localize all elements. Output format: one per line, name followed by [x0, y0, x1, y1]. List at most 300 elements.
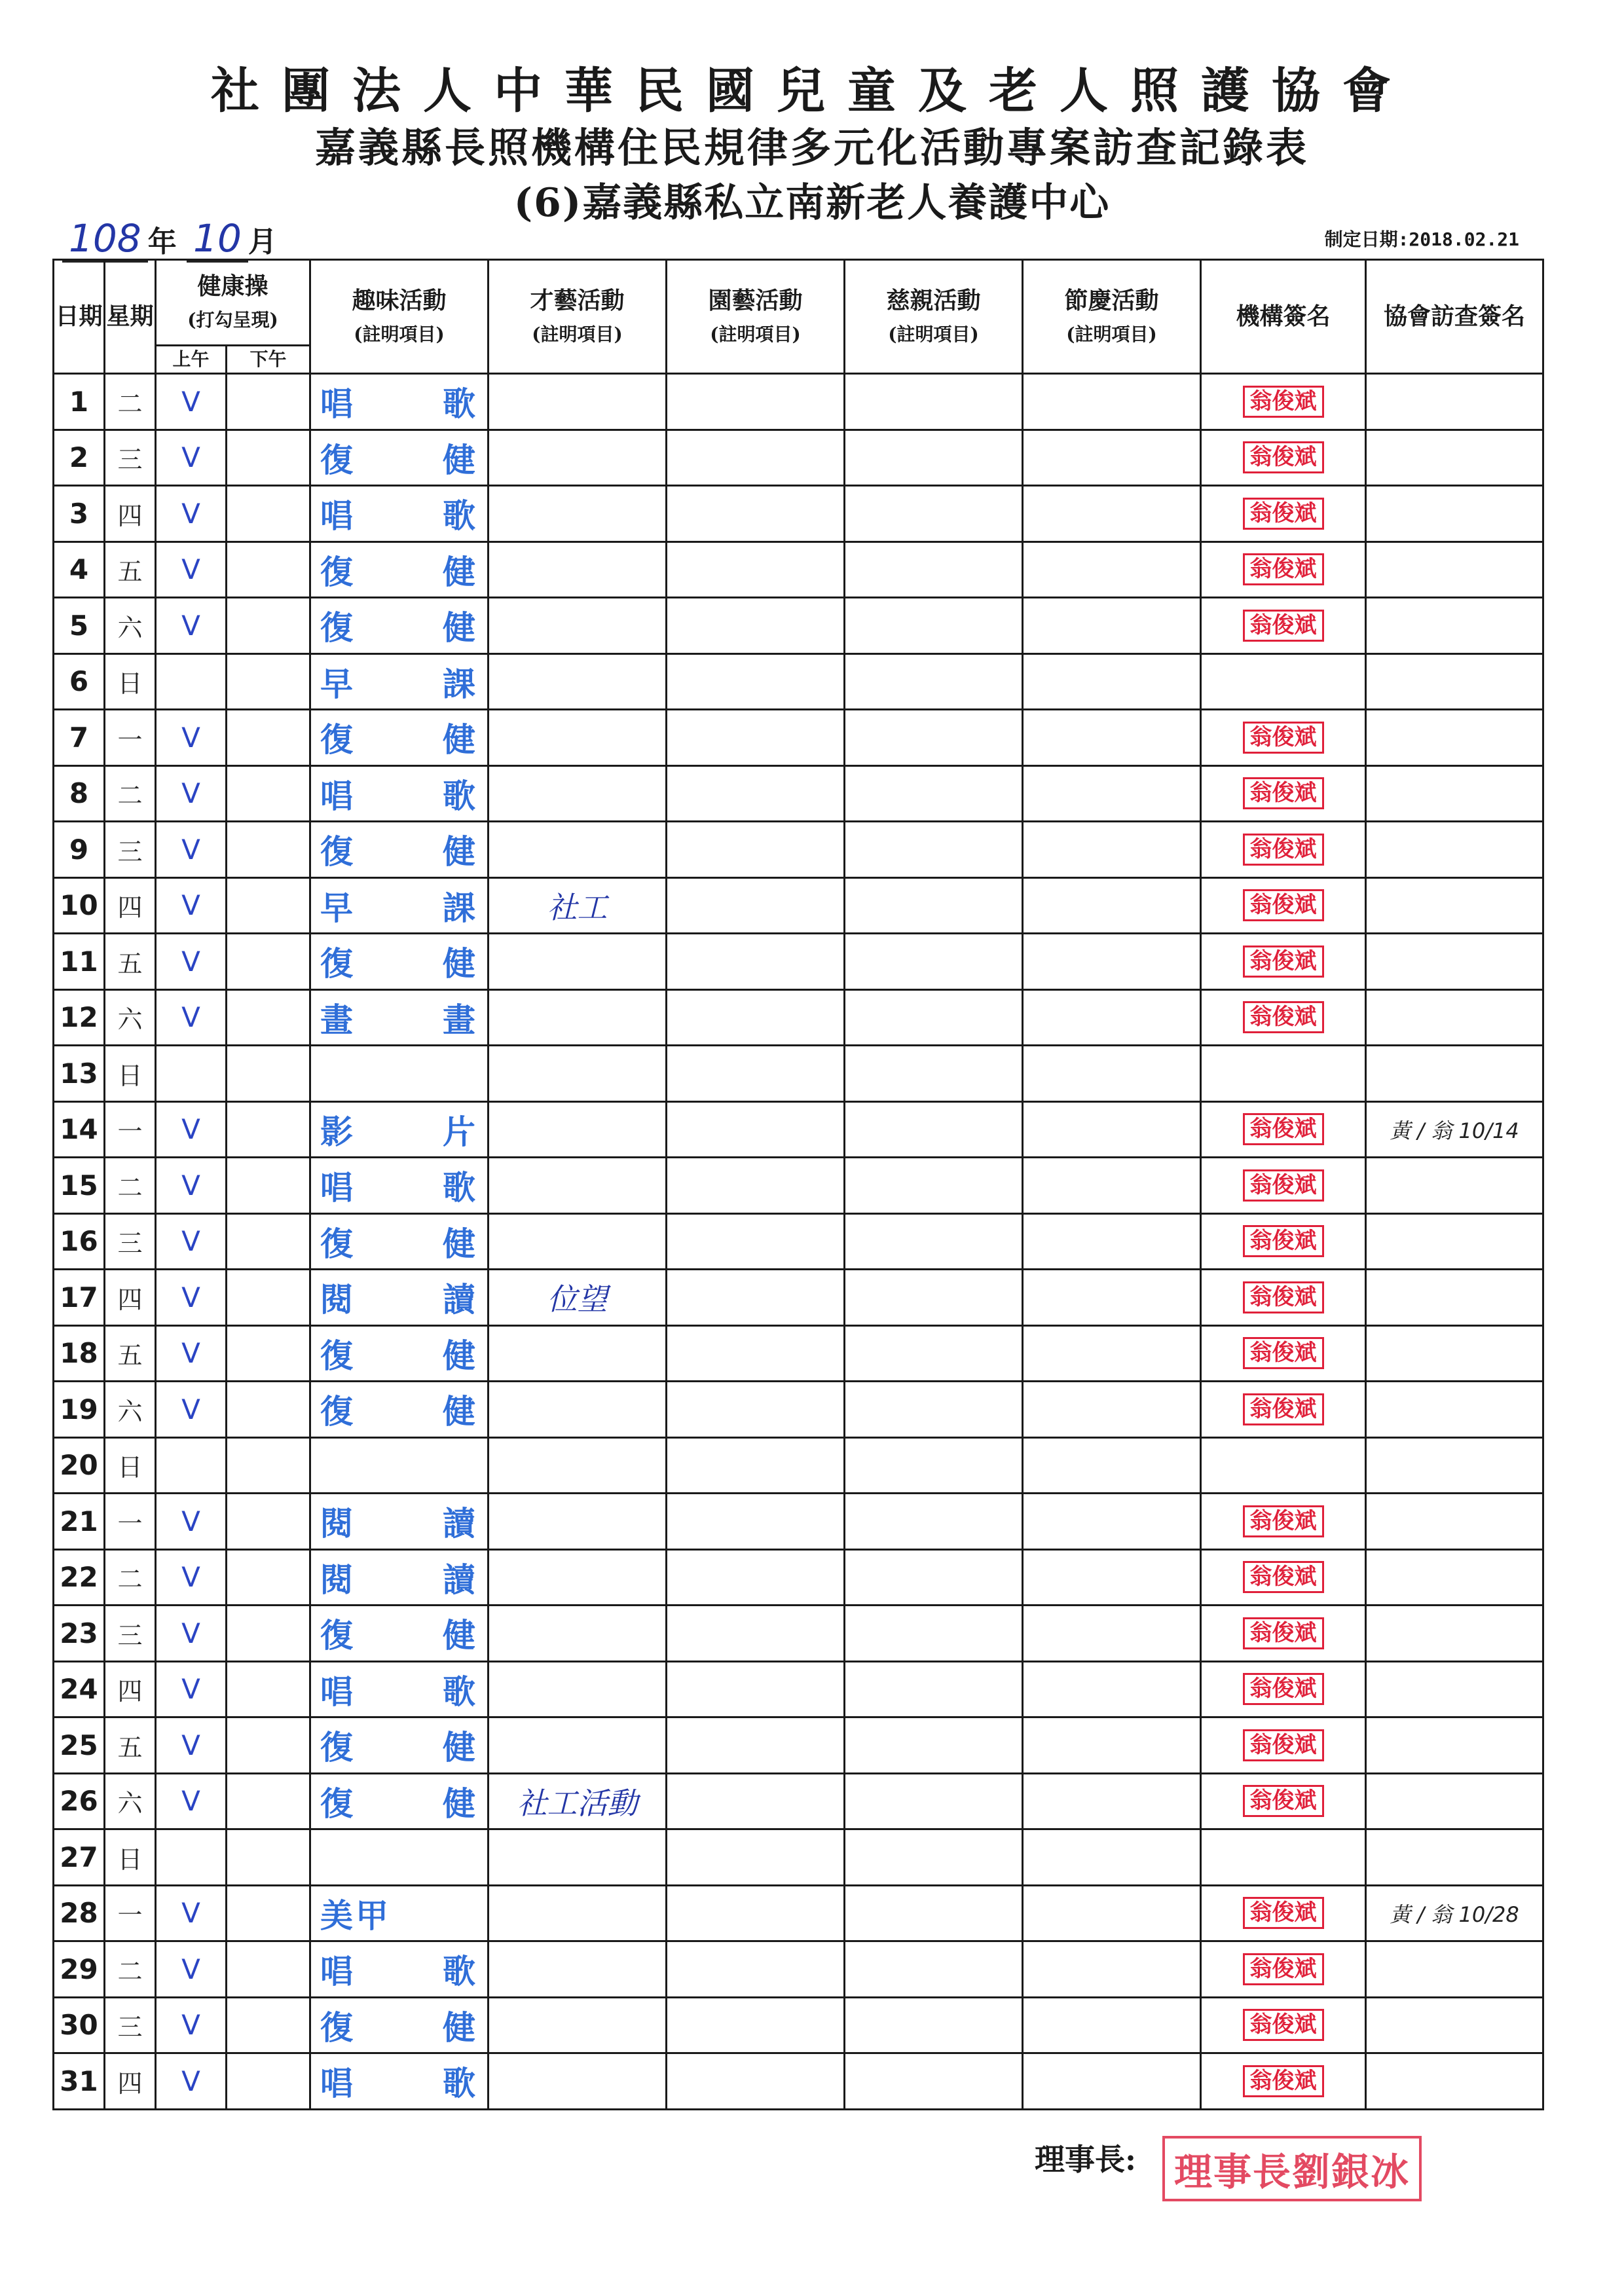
talent-note	[489, 1101, 667, 1158]
hobby-char-1: 復	[320, 1784, 356, 1823]
day-cell: 24	[54, 1661, 105, 1717]
talent-note	[489, 1717, 667, 1774]
hobby-char-2: 讀	[443, 1560, 478, 1599]
talent-note	[489, 1941, 667, 1998]
talent-note	[489, 653, 667, 710]
hobby-char-1: 唱	[320, 1672, 356, 1711]
talent-note	[489, 1661, 667, 1717]
exercise-am-check: V	[156, 598, 227, 654]
org-sign-cell	[1201, 1101, 1366, 1158]
exercise-pm-check	[227, 1997, 310, 2053]
talent-note: 位望	[489, 1270, 667, 1326]
table-row	[54, 1046, 1543, 1102]
table-row	[54, 1549, 1543, 1606]
weekday-cell: 六	[105, 1773, 156, 1829]
hobby-activity	[310, 1549, 489, 1606]
hobby-activity	[310, 2053, 489, 2110]
assoc-sign-cell	[1366, 877, 1543, 934]
festival-cell	[1023, 598, 1201, 654]
talent-note	[489, 1213, 667, 1270]
talent-note	[489, 1325, 667, 1382]
tour-cell	[845, 765, 1023, 822]
table-row	[54, 1997, 1543, 2053]
hobby-activity	[310, 1437, 489, 1494]
assoc-sign-cell	[1366, 1270, 1543, 1326]
hobby-char-2: 健	[443, 1784, 478, 1823]
hobby-char-2: 健	[443, 944, 478, 983]
tour-cell	[845, 1773, 1023, 1829]
hobby-activity	[310, 1661, 489, 1717]
table-row	[54, 765, 1543, 822]
garden-cell	[667, 1941, 845, 1998]
org-sign-cell	[1201, 374, 1366, 430]
tour-cell	[845, 1494, 1023, 1550]
exercise-pm-check	[227, 1773, 310, 1829]
activity-record-table	[52, 259, 1544, 2110]
weekday-cell: 日	[105, 1829, 156, 1886]
weekday-cell: 二	[105, 1549, 156, 1606]
day-cell: 28	[54, 1885, 105, 1941]
hobby-char-1: 復	[320, 1392, 356, 1431]
col-tour: 慈親活動 (註明項目)	[845, 260, 1023, 374]
org-sign-cell	[1201, 710, 1366, 766]
day-cell: 25	[54, 1717, 105, 1774]
day-cell: 19	[54, 1382, 105, 1438]
exercise-am-check: V	[156, 710, 227, 766]
tour-cell	[845, 1213, 1023, 1270]
exercise-pm-check	[227, 822, 310, 878]
table-row	[54, 1717, 1543, 1774]
weekday-cell: 日	[105, 653, 156, 710]
hobby-activity	[310, 653, 489, 710]
hobby-char-1: 美甲	[320, 1896, 391, 1935]
hobby-activity	[310, 1101, 489, 1158]
org-sign-cell	[1201, 1382, 1366, 1438]
garden-cell	[667, 1717, 845, 1774]
hobby-activity	[310, 1773, 489, 1829]
tour-cell	[845, 1046, 1023, 1102]
exercise-am-check: V	[156, 1213, 227, 1270]
org-stamp: 翁俊斌	[1243, 946, 1324, 978]
garden-cell	[667, 653, 845, 710]
tour-cell	[845, 1382, 1023, 1438]
exercise-pm-check	[227, 710, 310, 766]
day-cell: 13	[54, 1046, 105, 1102]
table-row	[54, 822, 1543, 878]
tour-cell	[845, 1437, 1023, 1494]
hobby-char-1: 唱	[320, 384, 356, 424]
weekday-cell: 三	[105, 430, 156, 486]
day-cell: 17	[54, 1270, 105, 1326]
garden-cell	[667, 1382, 845, 1438]
assoc-sign-cell	[1366, 1437, 1543, 1494]
talent-note	[489, 1606, 667, 1662]
hobby-char-2: 健	[443, 2008, 478, 2047]
festival-cell	[1023, 1773, 1201, 1829]
garden-cell	[667, 2053, 845, 2110]
table-row	[54, 710, 1543, 766]
hobby-char-2: 歌	[443, 1672, 478, 1711]
exercise-am-check: V	[156, 542, 227, 598]
day-cell: 15	[54, 1158, 105, 1214]
table-row	[54, 1437, 1543, 1494]
col-weekday: 星期	[105, 260, 156, 374]
exercise-pm-check	[227, 1437, 310, 1494]
exercise-am-check	[156, 1046, 227, 1102]
exercise-am-check: V	[156, 1885, 227, 1941]
tour-cell	[845, 374, 1023, 430]
org-stamp: 翁俊斌	[1243, 834, 1324, 866]
festival-cell	[1023, 374, 1201, 430]
org-sign-cell	[1201, 1270, 1366, 1326]
assoc-sign-cell: 黃 / 翁 10/28	[1366, 1885, 1543, 1941]
weekday-cell: 四	[105, 1270, 156, 1326]
hobby-char-1: 早	[320, 664, 356, 703]
exercise-am-check: V	[156, 1549, 227, 1606]
hobby-char-1: 唱	[320, 1168, 356, 1207]
day-cell: 12	[54, 989, 105, 1046]
exercise-pm-check	[227, 989, 310, 1046]
weekday-cell: 二	[105, 1941, 156, 1998]
hobby-activity	[310, 1829, 489, 1886]
hobby-char-1: 閱	[320, 1504, 356, 1543]
tour-cell	[845, 1606, 1023, 1662]
org-stamp: 翁俊斌	[1243, 2065, 1324, 2097]
hobby-activity	[310, 1941, 489, 1998]
org-sign-cell	[1201, 989, 1366, 1046]
org-sign-cell	[1201, 1941, 1366, 1998]
exercise-am-check: V	[156, 2053, 227, 2110]
assoc-sign-cell	[1366, 374, 1543, 430]
table-row	[54, 934, 1543, 990]
hobby-char-2: 健	[443, 832, 478, 872]
table-row	[54, 542, 1543, 598]
hobby-char-2: 健	[443, 1616, 478, 1655]
festival-cell	[1023, 1829, 1201, 1886]
hobby-activity	[310, 877, 489, 934]
org-sign-cell	[1201, 1829, 1366, 1886]
hobby-char-1: 復	[320, 1224, 356, 1263]
hobby-char-1: 唱	[320, 1952, 356, 1991]
garden-cell	[667, 542, 845, 598]
tour-cell	[845, 598, 1023, 654]
col-org-sign: 機構簽名	[1201, 260, 1366, 374]
hobby-char-1: 復	[320, 944, 356, 983]
assoc-sign-cell	[1366, 765, 1543, 822]
hobby-char-2: 歌	[443, 2064, 478, 2103]
talent-note	[489, 1437, 667, 1494]
garden-cell	[667, 1437, 845, 1494]
hobby-char-1: 復	[320, 440, 356, 479]
org-stamp: 翁俊斌	[1243, 610, 1324, 642]
tour-cell	[845, 1829, 1023, 1886]
day-cell: 31	[54, 2053, 105, 2110]
org-sign-cell	[1201, 2053, 1366, 2110]
col-assoc-sign: 協會訪查簽名	[1366, 260, 1543, 374]
tour-cell	[845, 542, 1023, 598]
org-sign-cell	[1201, 1437, 1366, 1494]
festival-cell	[1023, 1606, 1201, 1662]
talent-note	[489, 598, 667, 654]
table-row	[54, 1213, 1543, 1270]
exercise-am-check: V	[156, 989, 227, 1046]
assoc-sign-cell	[1366, 1773, 1543, 1829]
org-stamp: 翁俊斌	[1243, 553, 1324, 585]
festival-cell	[1023, 1997, 1201, 2053]
day-cell: 23	[54, 1606, 105, 1662]
assoc-sign-cell	[1366, 1829, 1543, 1886]
garden-cell	[667, 1101, 845, 1158]
weekday-cell: 五	[105, 934, 156, 990]
exercise-pm-check	[227, 1549, 310, 1606]
org-stamp: 翁俊斌	[1243, 1225, 1324, 1257]
tour-cell	[845, 710, 1023, 766]
tour-cell	[845, 1325, 1023, 1382]
assoc-sign-cell	[1366, 598, 1543, 654]
assoc-sign-cell	[1366, 430, 1543, 486]
weekday-cell: 六	[105, 598, 156, 654]
hobby-activity	[310, 486, 489, 542]
hobby-char-1: 復	[320, 832, 356, 872]
table-row	[54, 877, 1543, 934]
org-sign-cell	[1201, 1213, 1366, 1270]
assoc-sign-cell	[1366, 1941, 1543, 1998]
festival-cell	[1023, 989, 1201, 1046]
hobby-activity	[310, 1606, 489, 1662]
weekday-cell: 一	[105, 710, 156, 766]
table-row	[54, 1101, 1543, 1158]
org-stamp: 翁俊斌	[1243, 1393, 1324, 1425]
garden-cell	[667, 989, 845, 1046]
exercise-pm-check	[227, 1885, 310, 1941]
festival-cell	[1023, 1661, 1201, 1717]
exercise-pm-check	[227, 1606, 310, 1662]
weekday-cell: 四	[105, 877, 156, 934]
garden-cell	[667, 710, 845, 766]
hobby-activity	[310, 374, 489, 430]
table-row	[54, 989, 1543, 1046]
hobby-char-2: 健	[443, 552, 478, 591]
assoc-sign-cell	[1366, 1997, 1543, 2053]
org-sign-cell	[1201, 1325, 1366, 1382]
talent-note	[489, 374, 667, 430]
festival-cell	[1023, 542, 1201, 598]
weekday-cell: 六	[105, 989, 156, 1046]
hobby-char-2: 健	[443, 1392, 478, 1431]
exercise-pm-check	[227, 598, 310, 654]
day-cell: 9	[54, 822, 105, 878]
col-garden: 園藝活動 (註明項目)	[667, 260, 845, 374]
hobby-activity	[310, 1270, 489, 1326]
table-row	[54, 430, 1543, 486]
tour-cell	[845, 1661, 1023, 1717]
talent-note	[489, 1382, 667, 1438]
hobby-activity	[310, 1325, 489, 1382]
org-sign-cell	[1201, 765, 1366, 822]
garden-cell	[667, 1046, 845, 1102]
garden-cell	[667, 1829, 845, 1886]
festival-cell	[1023, 1494, 1201, 1550]
hobby-char-1: 唱	[320, 496, 356, 536]
hobby-char-2: 健	[443, 440, 478, 479]
hobby-char-2: 課	[443, 664, 478, 703]
hobby-char-2: 健	[443, 720, 478, 760]
exercise-am-check: V	[156, 1382, 227, 1438]
exercise-am-check	[156, 1437, 227, 1494]
festival-cell	[1023, 934, 1201, 990]
tour-cell	[845, 1997, 1023, 2053]
hobby-char-1: 影	[320, 1112, 356, 1151]
hobby-char-1: 復	[320, 2008, 356, 2047]
table-row	[54, 2053, 1543, 2110]
hobby-activity	[310, 1046, 489, 1102]
exercise-pm-check	[227, 1382, 310, 1438]
org-stamp: 翁俊斌	[1243, 1281, 1324, 1313]
garden-cell	[667, 1213, 845, 1270]
year-value: 108	[62, 216, 148, 263]
festival-cell	[1023, 710, 1201, 766]
hobby-char-2: 讀	[443, 1280, 478, 1319]
hobby-char-1: 畫	[320, 1000, 356, 1039]
assoc-sign-cell	[1366, 1213, 1543, 1270]
tour-cell	[845, 1270, 1023, 1326]
tour-cell	[845, 1941, 1023, 1998]
org-stamp: 翁俊斌	[1243, 1953, 1324, 1985]
tour-cell	[845, 1717, 1023, 1774]
festival-cell	[1023, 822, 1201, 878]
exercise-am-check: V	[156, 1494, 227, 1550]
assoc-sign-cell	[1366, 822, 1543, 878]
weekday-cell: 三	[105, 1997, 156, 2053]
day-cell: 26	[54, 1773, 105, 1829]
hobby-char-2: 歌	[443, 1168, 478, 1207]
assoc-sign-cell	[1366, 1606, 1543, 1662]
exercise-pm-check	[227, 1941, 310, 1998]
hobby-char-1: 復	[320, 720, 356, 760]
assoc-sign-cell	[1366, 486, 1543, 542]
exercise-am-check: V	[156, 1158, 227, 1214]
table-row	[54, 598, 1543, 654]
exercise-pm-check	[227, 1158, 310, 1214]
exercise-am-check	[156, 1829, 227, 1886]
tour-cell	[845, 934, 1023, 990]
col-am: 上午	[156, 346, 227, 374]
assoc-sign-cell	[1366, 653, 1543, 710]
hobby-char-2: 健	[443, 1728, 478, 1767]
tour-cell	[845, 989, 1023, 1046]
exercise-am-check: V	[156, 1270, 227, 1326]
org-stamp: 翁俊斌	[1243, 889, 1324, 921]
festival-cell	[1023, 1325, 1201, 1382]
exercise-pm-check	[227, 1494, 310, 1550]
org-sign-cell	[1201, 542, 1366, 598]
assoc-sign-cell	[1366, 1494, 1543, 1550]
day-cell: 2	[54, 430, 105, 486]
hobby-char-1: 復	[320, 608, 356, 648]
exercise-pm-check	[227, 1213, 310, 1270]
talent-note	[489, 430, 667, 486]
exercise-pm-check	[227, 1661, 310, 1717]
exercise-am-check: V	[156, 1773, 227, 1829]
garden-cell	[667, 765, 845, 822]
org-sign-cell	[1201, 1661, 1366, 1717]
festival-cell	[1023, 1213, 1201, 1270]
garden-cell	[667, 1661, 845, 1717]
table-row	[54, 374, 1543, 430]
tour-cell	[845, 877, 1023, 934]
tour-cell	[845, 653, 1023, 710]
hobby-activity	[310, 1213, 489, 1270]
hobby-activity	[310, 1158, 489, 1214]
day-cell: 21	[54, 1494, 105, 1550]
org-sign-cell	[1201, 1997, 1366, 2053]
hobby-char-1: 唱	[320, 776, 356, 815]
talent-note	[489, 710, 667, 766]
day-cell: 27	[54, 1829, 105, 1886]
table-row	[54, 486, 1543, 542]
exercise-pm-check	[227, 765, 310, 822]
title-line1: 社團法人中華民國兒童及老人照護協會	[211, 63, 1413, 119]
weekday-cell: 三	[105, 1213, 156, 1270]
org-stamp: 翁俊斌	[1243, 722, 1324, 754]
org-stamp: 翁俊斌	[1243, 498, 1324, 530]
hobby-activity	[310, 1494, 489, 1550]
exercise-pm-check	[227, 2053, 310, 2110]
day-cell: 6	[54, 653, 105, 710]
weekday-cell: 日	[105, 1046, 156, 1102]
hobby-activity	[310, 710, 489, 766]
hobby-activity	[310, 1382, 489, 1438]
exercise-pm-check	[227, 1829, 310, 1886]
hobby-activity	[310, 430, 489, 486]
exercise-am-check: V	[156, 1661, 227, 1717]
hobby-char-1: 復	[320, 1728, 356, 1767]
exercise-pm-check	[227, 877, 310, 934]
festival-cell	[1023, 1549, 1201, 1606]
hobby-activity	[310, 1997, 489, 2053]
garden-cell	[667, 1270, 845, 1326]
garden-cell	[667, 1885, 845, 1941]
hobby-char-2: 健	[443, 1336, 478, 1375]
festival-cell	[1023, 430, 1201, 486]
garden-cell	[667, 1606, 845, 1662]
month-value: 10	[187, 216, 248, 263]
hobby-char-2: 歌	[443, 384, 478, 424]
org-stamp: 翁俊斌	[1243, 1113, 1324, 1145]
day-cell: 14	[54, 1101, 105, 1158]
festival-cell	[1023, 1382, 1201, 1438]
weekday-cell: 五	[105, 1717, 156, 1774]
tour-cell	[845, 1101, 1023, 1158]
col-pm: 下午	[227, 346, 310, 374]
table-row	[54, 1885, 1543, 1941]
assoc-sign-cell	[1366, 1325, 1543, 1382]
talent-note	[489, 1158, 667, 1214]
weekday-cell: 五	[105, 1325, 156, 1382]
table-row	[54, 1382, 1543, 1438]
weekday-cell: 二	[105, 765, 156, 822]
day-cell: 30	[54, 1997, 105, 2053]
hobby-activity	[310, 989, 489, 1046]
talent-note	[489, 1885, 667, 1941]
org-stamp: 翁俊斌	[1243, 1897, 1324, 1929]
exercise-pm-check	[227, 934, 310, 990]
festival-cell	[1023, 877, 1201, 934]
tour-cell	[845, 2053, 1023, 2110]
year-month	[62, 216, 277, 263]
talent-note: 社工	[489, 877, 667, 934]
org-sign-cell	[1201, 1494, 1366, 1550]
